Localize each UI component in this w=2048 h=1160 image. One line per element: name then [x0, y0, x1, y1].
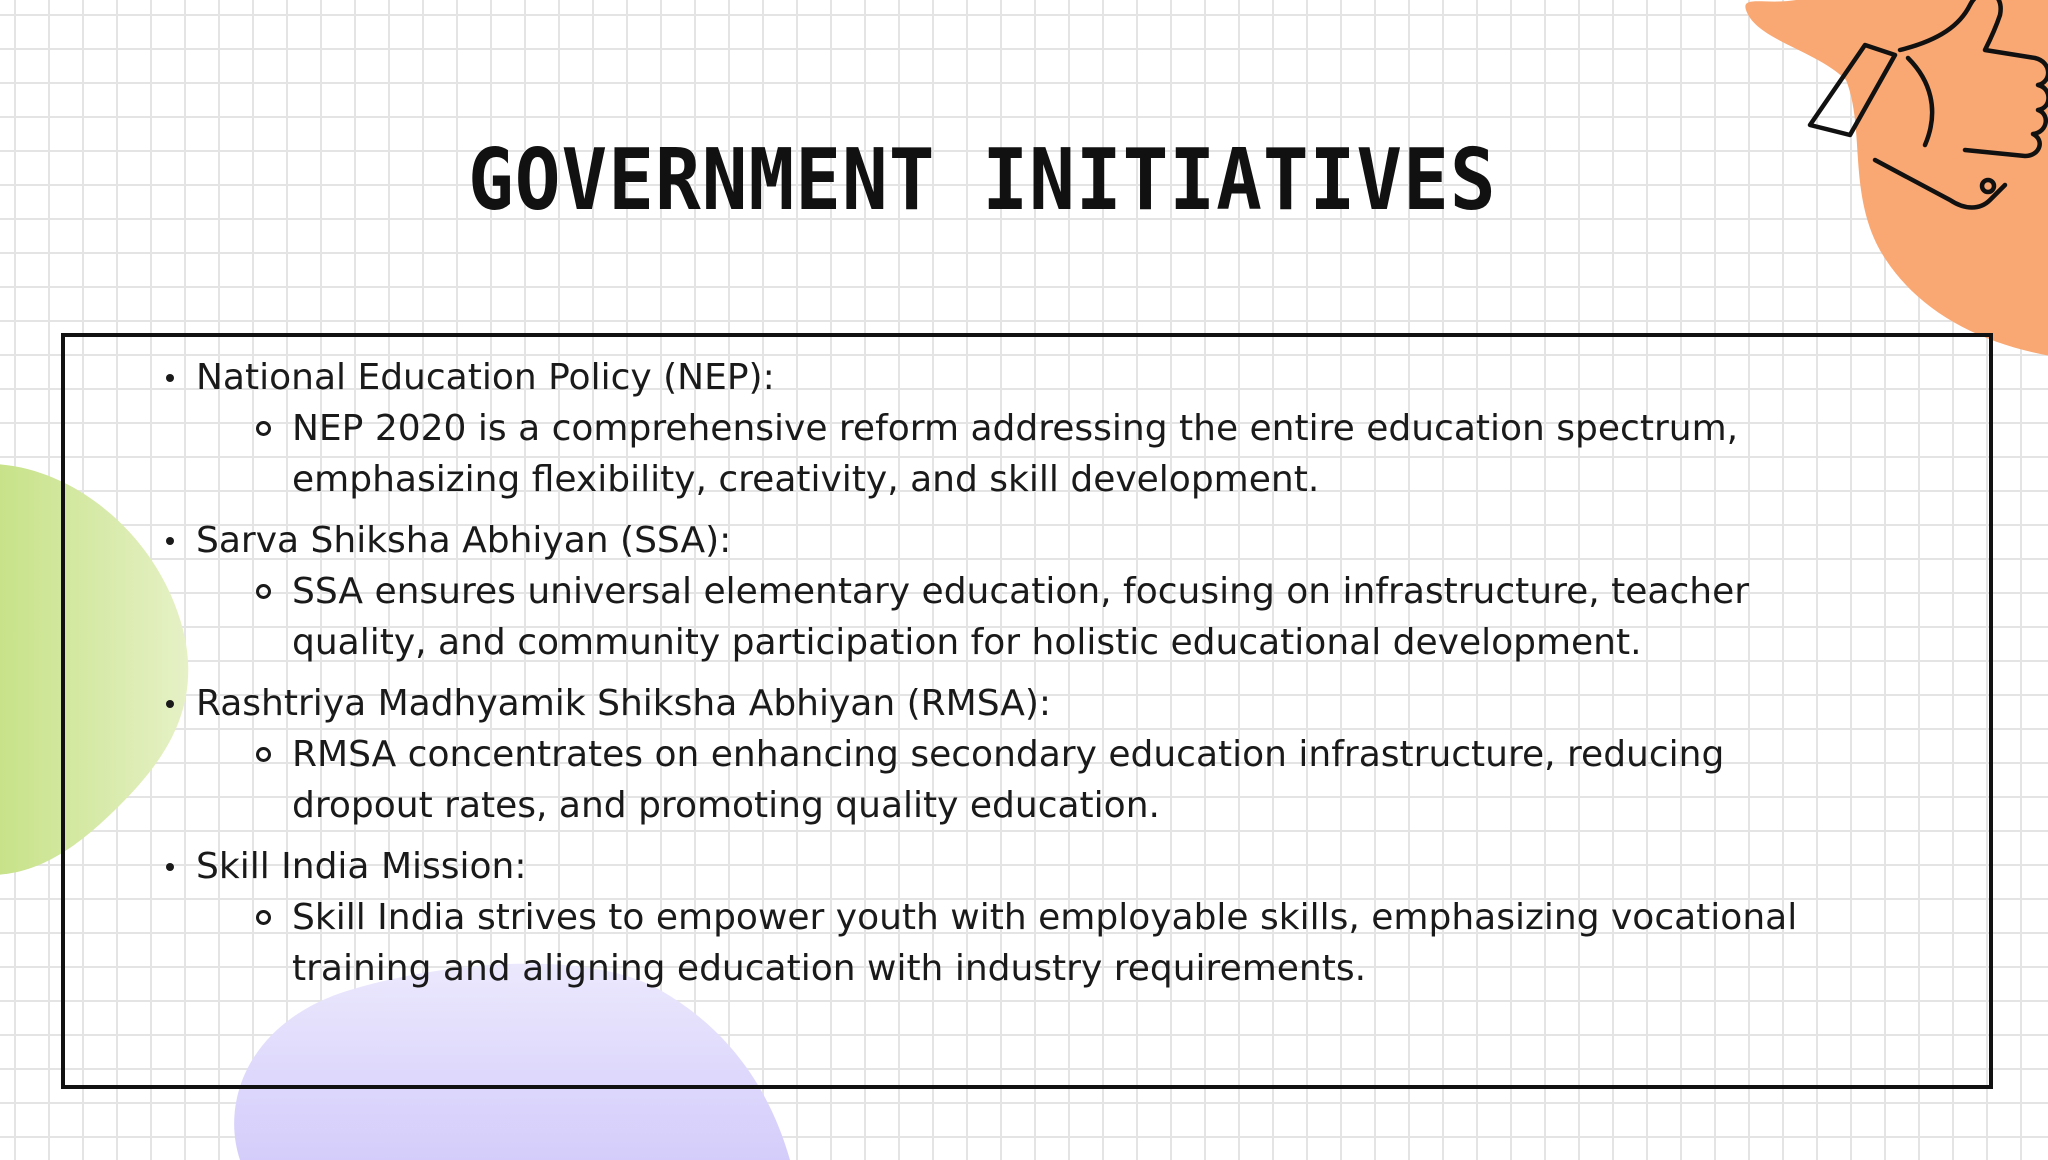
initiative-item-ssa — [162, 515, 1842, 668]
initiative-detail — [196, 729, 1842, 831]
thumbs-up-icon — [1790, 0, 2048, 280]
initiative-item-nep — [162, 352, 1842, 505]
bullet-ring — [256, 910, 271, 925]
initiative-item-rmsa — [162, 678, 1842, 831]
initiative-title: Sarva Shiksha Abhiyan (SSA): — [196, 520, 732, 561]
initiative-detail — [196, 403, 1842, 505]
page-title: GOVERNMENT INITIATIVES — [468, 129, 1497, 230]
initiative-description: NEP 2020 is a comprehensive reform addressing the entire education spectrum, emphasizing flexibility, creativity, and skill development. — [292, 408, 1739, 500]
initiative-title: Rashtriya Madhyamik Shiksha Abhiyan (RMSA): — [196, 683, 1052, 724]
bullet-ring — [256, 584, 271, 599]
initiative-item-skill-india — [162, 841, 1842, 994]
initiative-description: Skill India strives to empower youth with employable skills, emphasizing vocational training and aligning education with industry requirements. — [292, 897, 1798, 989]
initiative-description: SSA ensures universal elementary education, focusing on infrastructure, teacher quality, and community participation for holistic educational development. — [292, 571, 1750, 663]
bullet-ring — [256, 421, 271, 436]
bullet-ring — [256, 747, 271, 762]
initiative-list — [162, 352, 1842, 1004]
initiative-detail — [196, 892, 1842, 994]
initiative-description: RMSA concentrates on enhancing secondary education infrastructure, reducing dropout rates, and promoting quality education. — [292, 734, 1725, 826]
initiative-title: National Education Policy (NEP): — [196, 357, 775, 398]
bullet-dot — [166, 863, 174, 871]
initiative-detail — [196, 566, 1842, 668]
initiative-title: Skill India Mission: — [196, 846, 527, 887]
bullet-dot — [166, 537, 174, 545]
bullet-dot — [166, 374, 174, 382]
bullet-dot — [166, 700, 174, 708]
